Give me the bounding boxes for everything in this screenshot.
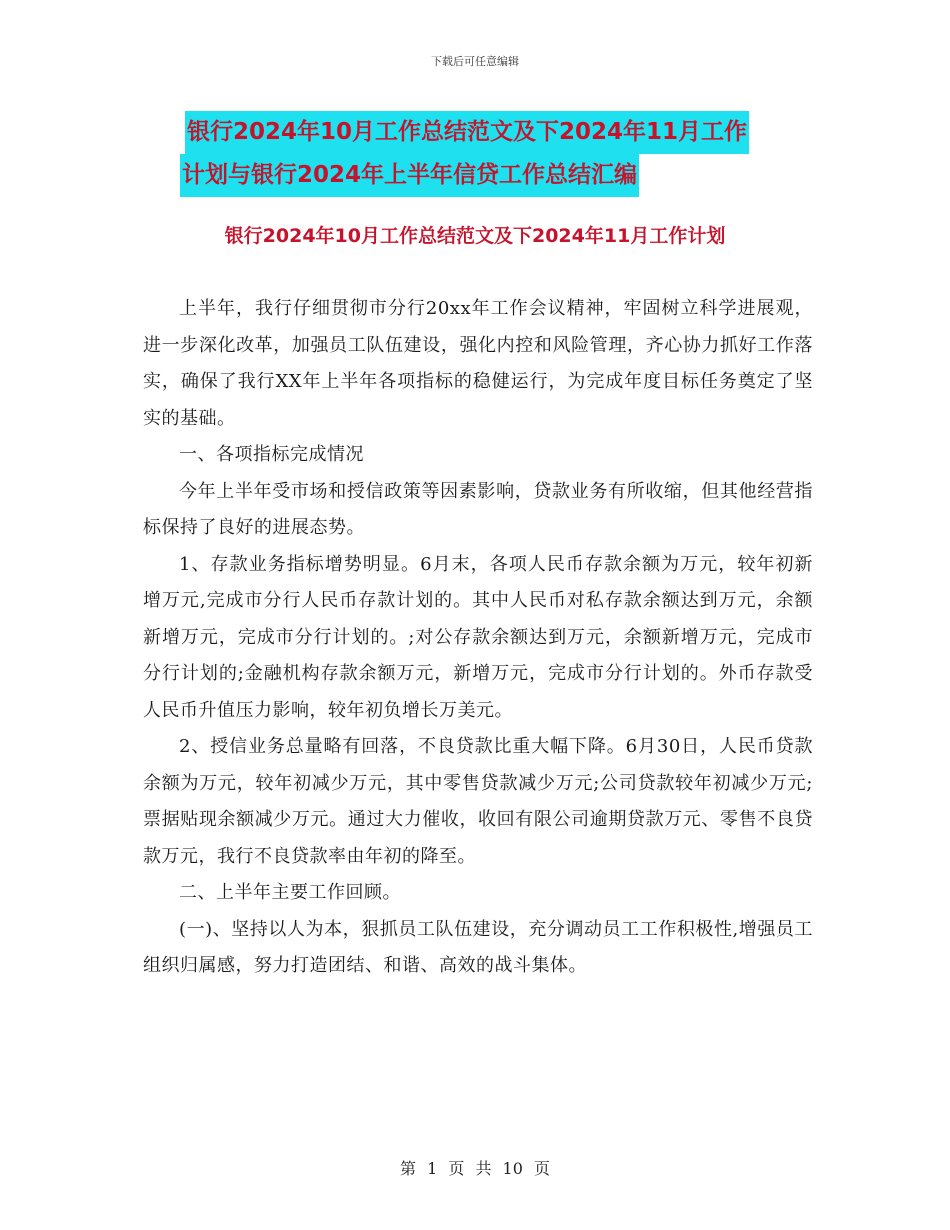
- title-line-2: 计划与银行2024年上半年信贷工作总结汇编: [180, 154, 639, 197]
- heading-review: 二、上半年主要工作回顾。: [179, 882, 401, 903]
- document-body: [143, 291, 813, 985]
- section-title: 银行2024年10月工作总结范文及下2024年11月工作计划: [224, 225, 726, 247]
- paragraph-intro: 上半年，我行仔细贯彻市分行20xx年工作会议精神，牢固树立科学进展观，进一步深化改革，加强员工队伍建设，强化内控和风险管理，齐心协力抓好工作落实，确保了我行XX年上半年各项指标的稳健运行，为完成年度目标任务奠定了坚实的基础。: [143, 298, 813, 429]
- paragraph-staff: (一)、坚持以人为本，狠抓员工队伍建设，充分调动员工工作积极性,增强员工组织归属感，努力打造团结、和谐、高效的战斗集体。: [143, 918, 813, 976]
- page-number-footer: 第 1 页 共 10 页: [400, 1159, 550, 1178]
- header-note: 下载后可任意编辑: [431, 55, 519, 68]
- paragraph-credit: 2、授信业务总量略有回落，不良贷款比重大幅下降。6月30日，人民币贷款余额为万元，较年初减少万元，其中零售贷款减少万元;公司贷款较年初减少万元;票据贴现余额减少万元。通过大力催收，收回有限公司逾期贷款万元、零售不良贷款万元，我行不良贷款率由年初的降至。: [143, 736, 813, 867]
- paragraph-overview: 今年上半年受市场和授信政策等因素影响，贷款业务有所收缩，但其他经营指标保持了良好的进展态势。: [143, 480, 813, 538]
- title-line-1: 银行2024年10月工作总结范文及下2024年11月工作: [185, 111, 749, 154]
- document-title: [182, 111, 825, 197]
- paragraph-deposits: 1、存款业务指标增势明显。6月末，各项人民币存款余额为万元，较年初新增万元,完成市分行人民币存款计划的。其中人民币对私存款余额达到万元，余额新增万元，完成市分行计划的。;对公存款余额达到万元，余额新增万元，完成市分行计划的;金融机构存款余额万元，新增万元，完成市分行计划的。外币存款受人民币升值压力影响，较年初负增长万美元。: [143, 553, 813, 721]
- heading-indicators: 一、各项指标完成情况: [179, 444, 364, 465]
